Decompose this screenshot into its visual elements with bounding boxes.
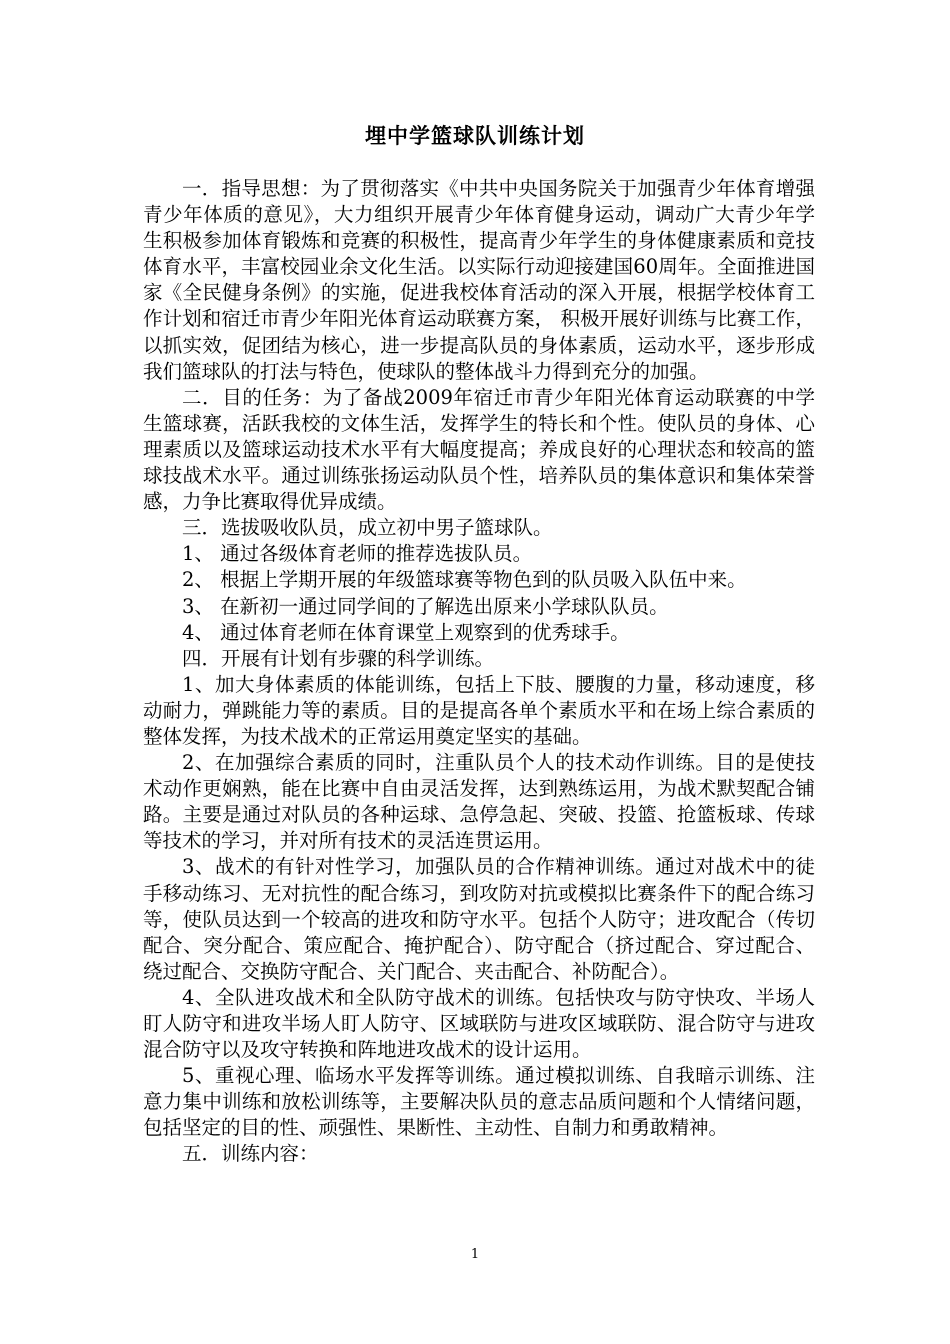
paragraph-objectives: 二．目的任务：为了备战2009年宿迁市青少年阳光体育运动联赛的中学生篮球赛，活跃我校的文体生活，发挥学生的特长和个性。使队员的身体、心理素质以及篮球运动技术水平有大幅度提高；养成良好的心理状态和较高的篮球技战术水平。通过训练张扬运动队员个性，培养队员的集体意识和集体荣誉感，力争比赛取得优异成绩。 xyxy=(143,385,815,514)
document-body xyxy=(143,176,815,1168)
paragraph-training-item-3: 3、战术的有针对性学习，加强队员的合作精神训练。通过对战术中的徒手移动练习、无对抗性的配合练习，到攻防对抗或模拟比赛条件下的配合练习等，使队员达到一个较高的进攻和防守水平。包括个人防守；进攻配合（传切配合、突分配合、策应配合、掩护配合）、防守配合（挤过配合、穿过配合、绕过配合、交换防守配合、关门配合、夹击配合、补防配合）。 xyxy=(143,855,815,983)
paragraph-selection-item-1: 1、 通过各级体育老师的推荐选拔队员。 xyxy=(182,542,533,566)
paragraph-training-item-1: 1、加大身体素质的体能训练，包括上下肢、腰腹的力量，移动速度，移动耐力，弹跳能力等的素质。目的是提高各单个素质水平和在场上综合素质的整体发挥，为技术战术的正常运用奠定坚实的基础。 xyxy=(143,672,815,748)
paragraph-section-five-heading: 五．训练内容： xyxy=(182,1142,319,1166)
paragraph-training-item-5: 5、重视心理、临场水平发挥等训练。通过模拟训练、自我暗示训练、注意力集中训练和放松训练等，主要解决队员的意志品质问题和个人情绪问题，包括坚定的目的性、顽强性、果断性、主动性、自制力和勇敢精神。 xyxy=(143,1064,815,1140)
paragraph-training-item-4: 4、全队进攻战术和全队防守战术的训练。包括快攻与防守快攻、半场人盯人防守和进攻半场人盯人防守、区域联防与进攻区域联防、混合防守与进攻混合防守以及攻守转换和阵地进攻战术的设计运用。 xyxy=(143,985,815,1062)
page-number: 1 xyxy=(470,1247,480,1262)
paragraph-guiding-ideology: 一．指导思想：为了贯彻落实《中共中央国务院关于加强青少年体育增强青少年体质的意见》，大力组织开展青少年体育健身运动，调动广大青少年学生积极参加体育锻炼和竞赛的积极性，提高青少年学生的身体健康素质和竞技体育水平，丰富校园业余文化生活。以实际行动迎接建国60周年。全面推进国家《全民健身条例》的实施，促进我校体育活动的深入开展，根据学校体育工作计划和宿迁市青少年阳光体育运动联赛方案， 积极开展好训练与比赛工作，以抓实效，促团结为核心，进一步提高队员的身体素质，运动水平，逐步形成我们篮球队的打法与特色，使球队的整体战斗力得到充分的加强。 xyxy=(143,177,815,383)
paragraph-section-three-heading: 三．选拔吸收队员，成立初中男子篮球队。 xyxy=(182,516,553,540)
document-title: 埋中学篮球队训练计划 xyxy=(365,124,585,148)
paragraph-selection-item-3: 3、 在新初一通过同学间的了解选出原来小学球队队员。 xyxy=(182,594,669,618)
paragraph-section-four-heading: 四．开展有计划有步骤的科学训练。 xyxy=(182,646,495,670)
paragraph-selection-item-2: 2、 根据上学期开展的年级篮球赛等物色到的队员吸入队伍中来。 xyxy=(182,568,747,592)
paragraph-training-item-2: 2、在加强综合素质的同时，注重队员个人的技术动作训练。目的是使技术动作更娴熟，能在比赛中自由灵活发挥，达到熟练运用，为战术默契配合铺路。主要是通过对队员的各种运球、急停急起、突破、投篮、抢篮板球、传球等技术的学习，并对所有技术的灵活连贯运用。 xyxy=(143,751,815,853)
paragraph-selection-item-4: 4、 通过体育老师在体育课堂上观察到的优秀球手。 xyxy=(182,620,630,644)
